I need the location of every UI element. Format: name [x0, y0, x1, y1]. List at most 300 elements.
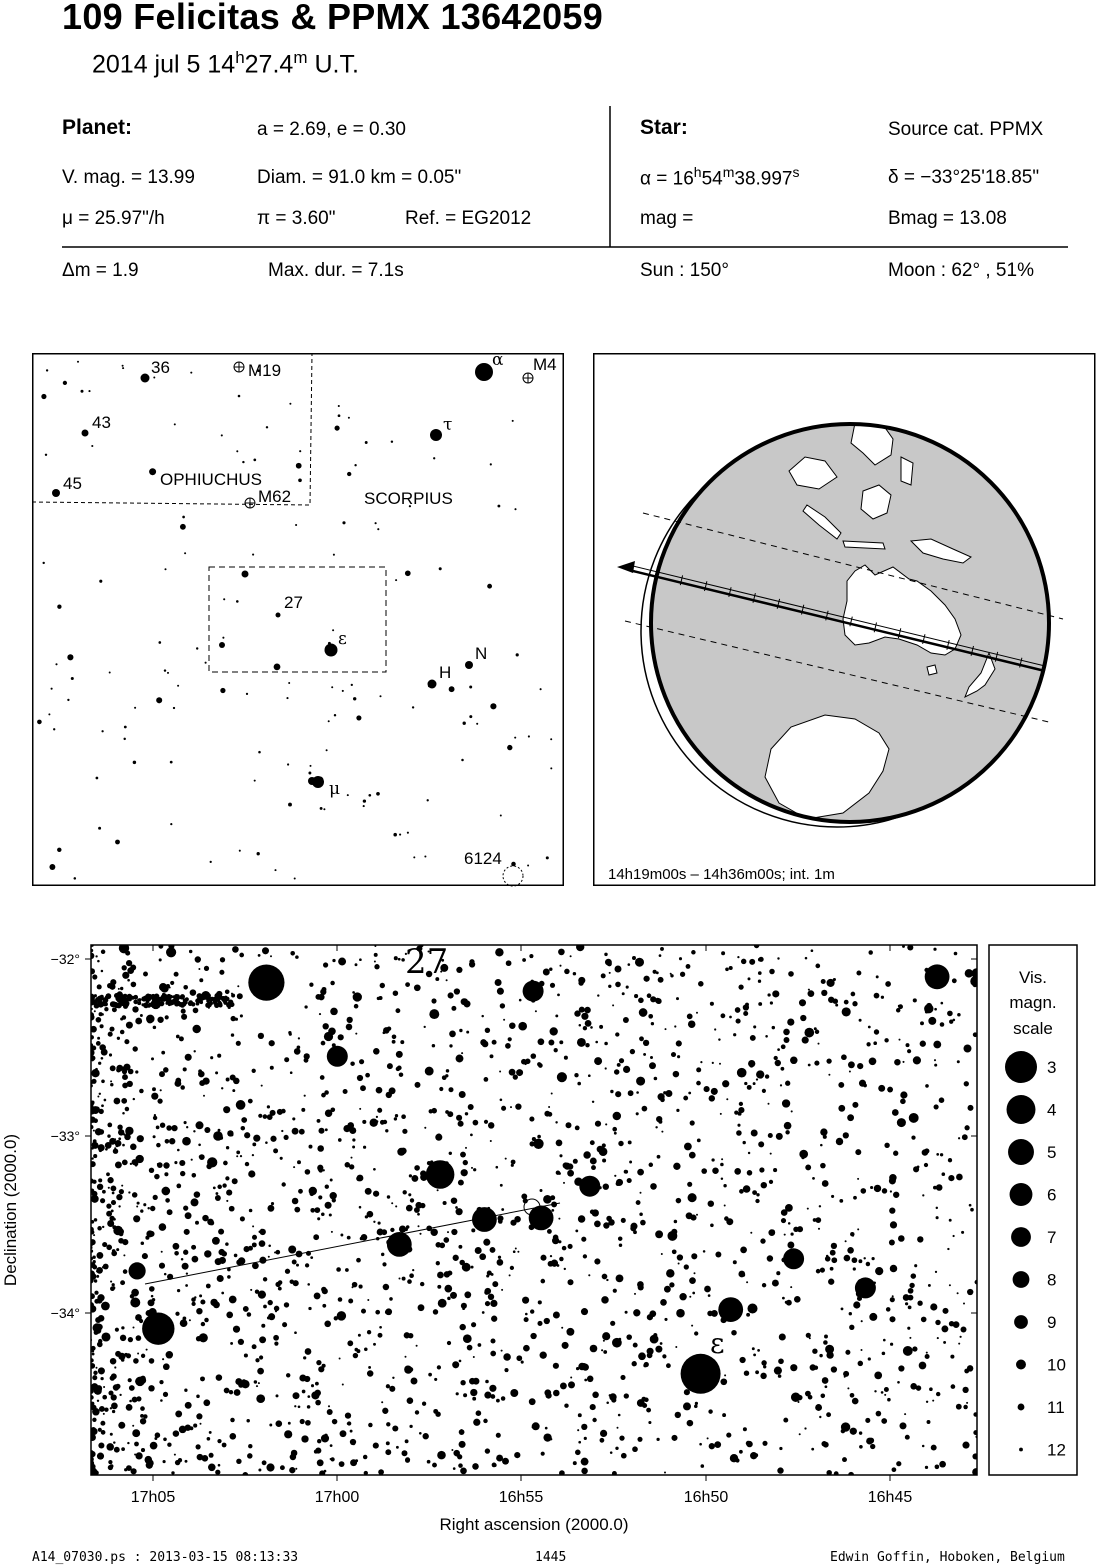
field-star — [925, 1354, 930, 1359]
field-star — [602, 1332, 610, 1340]
field-star — [841, 1054, 847, 1060]
finder-field-star — [516, 653, 519, 656]
field-star — [223, 1161, 228, 1166]
field-star — [671, 1052, 676, 1057]
finder-field-star — [170, 761, 173, 764]
field-star — [238, 1339, 244, 1345]
finder-field-star — [449, 686, 455, 692]
field-star — [679, 1293, 686, 1300]
field-star — [407, 1397, 414, 1404]
field-star — [245, 1162, 249, 1166]
field-star — [229, 1206, 235, 1212]
field-star — [274, 1251, 276, 1253]
field-star — [148, 1385, 154, 1391]
field-star — [459, 1029, 462, 1032]
field-star — [731, 1330, 737, 1336]
field-star — [135, 1452, 142, 1459]
field-star — [921, 1317, 927, 1323]
field-star — [573, 972, 576, 975]
field-star — [89, 968, 95, 974]
finder-field-star — [294, 877, 296, 879]
field-star — [262, 1337, 264, 1339]
field-star — [884, 1143, 889, 1148]
field-star — [120, 1017, 123, 1020]
field-star — [769, 1180, 773, 1184]
field-star — [227, 1275, 231, 1279]
field-star — [747, 1085, 752, 1090]
field-star — [282, 1322, 287, 1327]
field-star — [695, 1402, 698, 1405]
field-star — [154, 993, 160, 999]
field-star — [820, 1268, 825, 1273]
field-star — [510, 1266, 514, 1270]
field-star — [892, 1295, 894, 1297]
field-star — [815, 1404, 822, 1411]
field-star — [108, 1187, 110, 1189]
field-star — [382, 1408, 388, 1414]
field-star — [658, 977, 664, 983]
field-star — [133, 1215, 140, 1222]
field-star — [851, 992, 856, 997]
field-star — [743, 1011, 748, 1016]
field-star — [373, 1191, 379, 1197]
field-star — [513, 1250, 516, 1253]
field-star — [893, 1192, 899, 1198]
field-star — [385, 1310, 390, 1315]
field-star — [485, 1380, 489, 1384]
field-star — [381, 1253, 384, 1256]
field-star — [806, 1333, 811, 1338]
finder-field-star — [180, 524, 186, 530]
field-star — [359, 1108, 361, 1110]
field-star — [466, 1031, 469, 1034]
field-star — [424, 1127, 426, 1129]
field-star — [97, 1096, 99, 1098]
field-star — [541, 1279, 546, 1284]
field-star — [103, 1413, 105, 1415]
field-star — [460, 1152, 466, 1158]
field-star — [739, 1450, 743, 1454]
field-star — [188, 1002, 192, 1006]
bright-star — [579, 1176, 600, 1197]
field-star — [93, 1371, 97, 1375]
field-star — [299, 1374, 306, 1381]
field-star — [307, 1283, 310, 1286]
field-star — [781, 1067, 785, 1071]
field-star — [953, 1235, 955, 1237]
field-star — [570, 955, 572, 957]
field-star — [107, 1177, 113, 1183]
field-star — [820, 1128, 827, 1135]
bright-star — [327, 1046, 348, 1067]
bright-star — [925, 964, 950, 989]
field-star — [197, 1454, 204, 1461]
field-star — [137, 1202, 140, 1205]
field-star — [112, 1410, 115, 1413]
field-star — [95, 1068, 98, 1071]
field-star — [485, 1301, 490, 1306]
field-star — [575, 1229, 578, 1232]
field-star — [649, 1310, 656, 1317]
finder-field-star — [236, 450, 238, 452]
field-star — [826, 1470, 831, 1475]
field-star — [738, 984, 743, 989]
field-star — [824, 1335, 828, 1339]
field-star — [217, 1275, 224, 1282]
field-star — [453, 1255, 459, 1261]
field-star — [553, 1312, 560, 1319]
field-star — [791, 1110, 793, 1112]
field-star — [179, 1160, 185, 1166]
field-star — [315, 1382, 319, 1386]
x-tick-label: 17h05 — [130, 1489, 176, 1506]
field-star — [185, 1284, 188, 1287]
field-star — [226, 1200, 228, 1202]
field-star — [553, 1390, 560, 1397]
field-star — [119, 1394, 121, 1396]
field-star — [143, 1203, 146, 1206]
label-scorpius: SCORPIUS — [364, 489, 453, 508]
field-star — [309, 983, 313, 987]
field-star — [364, 1348, 368, 1352]
field-star — [257, 1368, 264, 1375]
y-tick-label: −32° — [50, 951, 80, 967]
globe-panel — [593, 353, 1096, 886]
field-star — [453, 1467, 456, 1470]
field-star — [784, 1037, 790, 1043]
field-star — [98, 1339, 102, 1343]
field-star — [118, 1129, 124, 1135]
field-star — [263, 1114, 268, 1119]
field-star — [463, 1000, 470, 1007]
field-star — [745, 1003, 749, 1007]
field-star — [323, 1169, 325, 1171]
field-star — [267, 1316, 270, 1319]
field-star — [887, 1087, 893, 1093]
field-star — [162, 1358, 164, 1360]
finder-field-star — [490, 703, 496, 709]
field-star — [347, 1340, 353, 1346]
field-star — [98, 1428, 102, 1432]
chart-label-epsilon: ε — [710, 1327, 725, 1360]
field-star — [392, 1040, 396, 1044]
field-star — [378, 1222, 381, 1225]
field-star — [373, 1048, 380, 1055]
field-star — [850, 1232, 855, 1237]
field-star — [135, 1314, 142, 1321]
field-star — [807, 1208, 809, 1210]
field-star — [123, 1269, 128, 1274]
field-star — [610, 1090, 613, 1093]
field-star — [330, 1444, 333, 1447]
field-star — [244, 1132, 250, 1138]
field-star — [252, 1142, 256, 1146]
field-star — [463, 1160, 468, 1165]
field-star — [927, 1420, 931, 1424]
field-star — [367, 1299, 369, 1301]
field-star — [835, 1004, 838, 1007]
field-star — [546, 1393, 552, 1399]
field-star — [290, 951, 295, 956]
field-star — [934, 1059, 936, 1061]
field-star — [402, 1129, 407, 1134]
field-star — [215, 1470, 220, 1475]
finder-field-star — [174, 423, 176, 425]
field-star — [576, 943, 584, 951]
field-star — [150, 1206, 155, 1211]
finder-field-star — [221, 434, 223, 436]
field-star — [274, 1341, 278, 1345]
field-star — [325, 1202, 332, 1209]
field-star — [675, 1412, 681, 1418]
field-star — [128, 1337, 133, 1342]
field-star — [256, 1394, 265, 1403]
field-star — [630, 1049, 635, 1054]
field-star — [221, 996, 227, 1002]
field-star — [286, 1373, 290, 1377]
field-star — [367, 1370, 374, 1377]
finder-field-star — [190, 372, 192, 374]
finder-field-star — [257, 852, 260, 855]
field-star — [298, 1189, 303, 1194]
field-star — [700, 1061, 702, 1063]
field-star — [177, 1289, 180, 1292]
field-star — [730, 1454, 738, 1462]
field-star — [451, 1006, 456, 1011]
field-star — [505, 1043, 511, 1049]
field-star — [98, 1144, 105, 1151]
field-star — [129, 1385, 135, 1391]
finder-field-star — [469, 686, 472, 689]
field-star — [394, 1117, 397, 1120]
field-star — [263, 1277, 267, 1281]
field-star — [926, 1401, 928, 1403]
field-star — [191, 1198, 199, 1206]
field-star — [391, 1202, 393, 1204]
field-star — [956, 1404, 962, 1410]
field-star — [276, 1394, 279, 1397]
field-star — [934, 1008, 937, 1011]
field-star — [102, 1226, 104, 1228]
field-star — [461, 1052, 463, 1054]
field-star — [267, 1105, 270, 1108]
field-star — [831, 1243, 837, 1249]
field-star — [239, 953, 244, 958]
field-star — [847, 1247, 854, 1254]
field-star — [347, 1122, 354, 1129]
field-star — [343, 1089, 348, 1094]
field-star — [317, 1217, 320, 1220]
field-star — [756, 1070, 764, 1078]
label-epsilon: ε — [338, 629, 347, 649]
field-star — [605, 1123, 607, 1125]
field-star — [437, 1272, 444, 1279]
field-star — [249, 1209, 253, 1213]
field-star — [857, 1178, 859, 1180]
field-star — [122, 1239, 128, 1245]
finder-field-star — [45, 454, 47, 456]
field-star — [248, 1444, 252, 1448]
field-star — [762, 1441, 767, 1446]
field-star — [101, 970, 104, 973]
field-star — [106, 1244, 112, 1250]
field-star — [449, 1044, 452, 1047]
field-star — [790, 1232, 793, 1235]
finder-field-star — [353, 697, 356, 700]
finder-field-star — [427, 799, 429, 801]
field-star — [255, 1290, 259, 1294]
finder-field-star — [254, 780, 256, 782]
field-star — [615, 982, 621, 988]
field-star — [321, 1434, 329, 1442]
field-star — [90, 1084, 93, 1087]
field-star — [689, 1152, 696, 1159]
field-star — [420, 1282, 424, 1286]
field-star — [447, 1297, 451, 1301]
field-star — [597, 1146, 604, 1153]
field-star — [241, 1117, 247, 1123]
field-star — [609, 972, 611, 974]
field-star — [642, 1106, 648, 1112]
field-star — [332, 1419, 338, 1425]
field-star — [891, 1298, 894, 1301]
field-star — [345, 1412, 351, 1418]
field-star — [964, 1125, 969, 1130]
field-star — [229, 1390, 233, 1394]
field-star — [498, 1219, 503, 1224]
field-star — [691, 950, 696, 955]
field-star — [243, 1306, 249, 1312]
field-star — [845, 1350, 850, 1355]
field-star — [913, 998, 917, 1002]
scale-dot — [1014, 1315, 1028, 1329]
field-star — [298, 1037, 300, 1039]
field-star — [451, 1449, 453, 1451]
field-star — [465, 1112, 468, 1115]
field-star — [756, 1078, 758, 1080]
field-star — [922, 1194, 924, 1196]
field-star — [250, 1289, 252, 1291]
field-star — [917, 1236, 923, 1242]
field-star — [866, 1042, 870, 1046]
finder-field-star — [57, 605, 61, 609]
field-star — [568, 1244, 573, 1249]
field-star — [101, 1104, 104, 1107]
field-star — [919, 1362, 927, 1370]
field-star — [268, 1256, 270, 1258]
field-star — [160, 1123, 165, 1128]
field-star — [863, 1257, 865, 1259]
field-star — [198, 1069, 202, 1073]
field-star — [636, 1200, 641, 1205]
field-star — [603, 1350, 607, 1354]
field-star — [646, 1408, 651, 1413]
field-star — [180, 1319, 188, 1327]
field-star — [604, 1042, 608, 1046]
field-star — [94, 1330, 99, 1335]
field-star — [972, 968, 982, 978]
field-star — [159, 958, 162, 961]
finder-field-star — [512, 420, 514, 422]
finder-field-star — [365, 441, 368, 444]
field-star — [376, 1116, 378, 1118]
field-star — [298, 1405, 301, 1408]
field-star — [348, 1299, 353, 1304]
field-star — [578, 1215, 585, 1222]
field-star — [609, 1393, 616, 1400]
field-star — [674, 1220, 678, 1224]
scale-dot — [1007, 1095, 1036, 1124]
field-star — [733, 1033, 736, 1036]
field-star — [288, 1422, 291, 1425]
scale-label: 6 — [1047, 1185, 1057, 1205]
label-45: 45 — [63, 474, 82, 493]
field-star — [405, 1439, 409, 1443]
field-star — [121, 1447, 125, 1451]
field-star — [320, 989, 326, 995]
field-star — [606, 1401, 609, 1404]
field-star — [550, 1438, 552, 1440]
finder-field-star — [274, 664, 281, 671]
field-star — [118, 995, 124, 1001]
finder-field-star — [476, 723, 478, 725]
field-star — [660, 947, 664, 951]
finder-field-star — [391, 440, 393, 442]
field-star — [459, 1360, 462, 1363]
field-star — [747, 1170, 753, 1176]
field-star — [778, 1358, 784, 1364]
field-star — [743, 1185, 751, 1193]
field-star — [104, 1099, 107, 1102]
label-tau: τ — [443, 415, 453, 435]
field-star — [723, 1184, 726, 1187]
field-star — [952, 1019, 955, 1022]
bright-star — [426, 1160, 455, 1189]
field-star — [573, 1159, 578, 1164]
field-star — [204, 1250, 211, 1257]
field-star — [504, 1368, 508, 1372]
field-star — [293, 1166, 295, 1168]
field-star — [217, 1054, 221, 1058]
field-star — [694, 1331, 698, 1335]
field-star — [744, 1370, 749, 1375]
field-star — [176, 1035, 180, 1039]
field-star — [303, 1356, 306, 1359]
field-star — [94, 1291, 98, 1295]
field-star — [492, 1281, 498, 1287]
field-star — [138, 998, 142, 1002]
finder-field-star — [88, 390, 90, 392]
field-star — [676, 997, 679, 1000]
field-star — [247, 1312, 252, 1317]
field-star — [785, 1081, 790, 1086]
field-star — [660, 1299, 667, 1306]
field-star — [227, 1130, 233, 1136]
field-star — [347, 1017, 353, 1023]
field-star — [365, 1188, 372, 1195]
field-star — [192, 1256, 199, 1263]
y-tick-label: −33° — [50, 1128, 80, 1144]
finder-field-star — [514, 737, 516, 739]
field-star — [853, 1301, 860, 1308]
field-star — [783, 1029, 790, 1036]
field-star — [567, 1170, 574, 1177]
field-star — [137, 1001, 141, 1005]
field-star — [842, 1007, 851, 1016]
field-star — [621, 1453, 627, 1459]
field-star — [643, 1040, 649, 1046]
field-star — [687, 1420, 694, 1427]
